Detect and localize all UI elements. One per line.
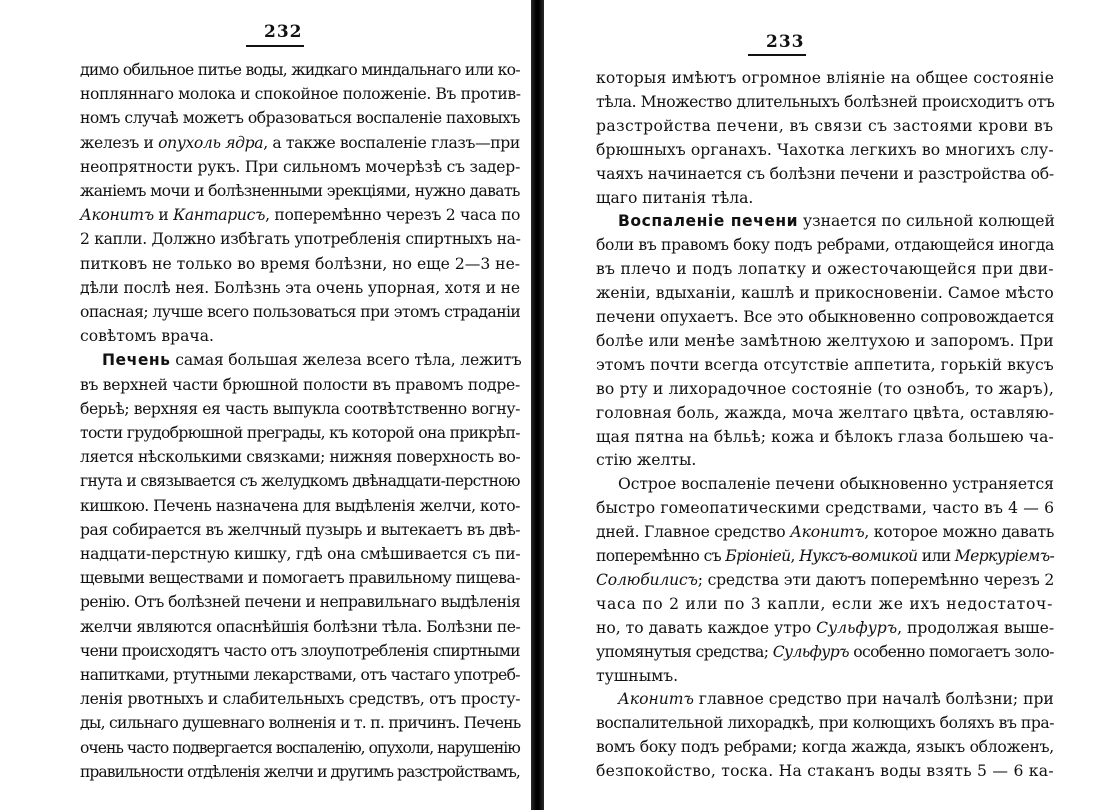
italic-term: опухоль ядра bbox=[158, 133, 264, 152]
text-line bbox=[618, 689, 1054, 709]
text-segment: ; средства эти даютъ поперемѣнно черезъ 2 bbox=[697, 570, 1055, 589]
text-line bbox=[80, 205, 520, 225]
text-line: рая собирается въ желчный пузырь и вытекаетъ въ двѣ- bbox=[80, 520, 521, 539]
text-line: болѣе или менѣе замѣтною желтухою и запоромъ. При bbox=[596, 331, 1054, 350]
italic-term: Сульфуръ bbox=[816, 618, 898, 637]
text-line: очень часто подвергается воспаленію, опухоли, нарушенію bbox=[80, 738, 520, 757]
text-line: гнута и связывается съ желудкомъ двѣнадцати-перстною bbox=[80, 472, 520, 491]
page-number: 232 bbox=[264, 22, 303, 42]
text-segment: , которое можно давать bbox=[864, 523, 1055, 542]
right-page bbox=[544, 0, 1100, 810]
bold-term: Печень bbox=[102, 351, 171, 370]
text-segment: , bbox=[790, 547, 800, 565]
left-page bbox=[0, 0, 532, 810]
text-line: совѣтомъ врача. bbox=[80, 327, 214, 346]
italic-term: Меркуріемъ- bbox=[954, 547, 1055, 565]
italic-term: Аконитъ bbox=[80, 206, 154, 225]
text-segment: , продолжая выше- bbox=[897, 618, 1055, 637]
text-segment: главное средство при началѣ болѣзни; при bbox=[693, 690, 1054, 709]
text-line: часа по 2 или по 3 капли, если же ихъ недостаточ- bbox=[596, 594, 1054, 613]
text-line: номъ случаѣ можетъ образоваться воспаленіе паховыхъ bbox=[80, 109, 520, 128]
text-segment: самая большая железа всего тѣла, лежитъ bbox=[170, 351, 522, 370]
text-segment: , поперемѣнно черезъ 2 часа по bbox=[265, 206, 521, 225]
text-segment: особенно помогаетъ золо- bbox=[848, 642, 1054, 661]
text-segment: или bbox=[917, 547, 955, 565]
italic-term: Аконитъ bbox=[618, 690, 694, 709]
text-line: неопрятности рукъ. При сильномъ мочерѣзѣ съ задер- bbox=[80, 157, 521, 176]
text-line: безпокойство, тоска. На стаканъ воды взять 5 — 6 ка- bbox=[596, 762, 1054, 781]
text-line: вомъ боку подъ ребрами; когда жажда, языкъ обложенъ, bbox=[596, 738, 1054, 757]
text-line: тости грудобрюшной преграды, къ которой она прикрѣп- bbox=[80, 424, 520, 442]
text-line: ленія рвотныхъ и слабительныхъ средствъ, отъ просту- bbox=[80, 690, 521, 709]
text-line bbox=[618, 211, 1055, 231]
text-line: ляется нѣсколькими связками; нижняя поверхность во- bbox=[80, 448, 521, 467]
text-line: головная боль, жажда, моча желтаго цвѣта, оставляю- bbox=[596, 403, 1055, 422]
page-number: 233 bbox=[766, 32, 805, 52]
text-segment: железъ и bbox=[80, 133, 159, 152]
text-line: разстройства печени, въ связи съ застоями крови въ bbox=[596, 116, 1054, 135]
text-line: этомъ почти всегда отсутствіе аппетита, горькій вкусъ bbox=[596, 355, 1054, 374]
italic-term: Нуксъ-вомикой bbox=[799, 547, 918, 565]
text-line: ды, сильнаго душевнаго волненія и т. п. причинъ. Печень bbox=[80, 714, 521, 733]
text-line: чени происходятъ часто отъ злоупотребленія спиртными bbox=[80, 641, 520, 660]
text-line: нопляннаго молока и спокойное положеніе. Въ против- bbox=[80, 85, 521, 104]
page-number-rule bbox=[748, 54, 806, 56]
text-line: щая пятна на бѣльѣ; кожа и бѣлокъ глаза большею ча- bbox=[596, 427, 1054, 446]
text-line: стію желты. bbox=[596, 451, 697, 470]
text-line: дѣли послѣ нея. Болѣзнь эта очень упорная, хотя и не bbox=[80, 278, 520, 297]
page-number-rule bbox=[246, 45, 304, 47]
italic-term: Кантарисъ bbox=[173, 206, 266, 225]
text-line bbox=[596, 618, 1054, 638]
text-line: димо обильное питье воды, жидкаго миндальнаго или ко- bbox=[80, 61, 520, 79]
text-line: воспалительной лихорадкѣ, при колющихъ боляхъ въ пра- bbox=[596, 714, 1055, 733]
text-line: тушнымъ. bbox=[596, 666, 679, 685]
text-segment: поперемѣнно съ bbox=[596, 547, 726, 565]
italic-term: Бріоніей bbox=[725, 547, 791, 565]
text-line bbox=[80, 133, 520, 153]
text-line bbox=[596, 546, 1054, 566]
text-line: кишкою. Печень назначена для выдѣленія желчи, кото- bbox=[80, 496, 520, 515]
text-line: боли въ правомъ боку подъ ребрами, отдающейся иногда bbox=[596, 236, 1054, 255]
text-line: правильности отдѣленія желчи и другимъ разстройствамъ, bbox=[80, 762, 520, 781]
text-line bbox=[596, 570, 1054, 590]
text-segment: узнается по сильной колющей bbox=[798, 212, 1055, 231]
text-segment: дней. Главное средство bbox=[596, 523, 791, 542]
bold-term: Воспаленіе печени bbox=[618, 212, 799, 231]
text-line: въ плечо и подъ лопатку и ожесточающейся при дви- bbox=[596, 260, 1054, 279]
text-line: печени опухаетъ. Все это обыкновенно сопровождается bbox=[596, 308, 1055, 326]
text-line: щевыми веществами и помогаетъ правильному пищева- bbox=[80, 569, 521, 588]
book-gutter bbox=[531, 0, 544, 810]
text-line: 2 капли. Должно избѣгать употребленія спиртныхъ на- bbox=[80, 230, 521, 249]
text-line: брюшныхъ органахъ. Чахотка легкихъ во многихъ слу- bbox=[596, 140, 1054, 159]
text-line: женіи, вдыханіи, кашлѣ и прикосновеніи. Самое мѣсто bbox=[596, 284, 1054, 303]
text-line bbox=[596, 642, 1054, 662]
text-segment: , а также воспаленіе глазъ—при bbox=[263, 133, 520, 152]
text-line: питковъ не только во время болѣзни, но еще 2—3 не- bbox=[80, 254, 521, 273]
text-segment: и bbox=[153, 206, 174, 225]
text-line bbox=[102, 350, 521, 370]
text-line: тѣла. Множество длительныхъ болѣзней происходитъ отъ bbox=[596, 92, 1055, 111]
text-line: которыя имѣютъ огромное вліяніе на общее состояніе bbox=[596, 69, 1055, 87]
text-line: чаяхъ начинается съ болѣзни печени и разстройства об- bbox=[596, 164, 1054, 183]
text-line: щаго питанія тѣла. bbox=[596, 188, 754, 207]
text-segment: упомянутыя средства; bbox=[596, 642, 773, 661]
text-line: ренію. Отъ болѣзней печени и неправильнаго выдѣленія bbox=[80, 593, 521, 612]
text-line bbox=[596, 522, 1054, 542]
italic-term: Аконитъ bbox=[790, 523, 865, 542]
text-line: берьѣ; верхняя ея часть выпукла соотвѣтственно вогну- bbox=[80, 399, 520, 418]
text-line: Острое воспаленіе печени обыкновенно устраняется bbox=[618, 475, 1054, 494]
text-line: жаніемъ мочи и болѣзненными эрекціями, нужно давать bbox=[80, 182, 520, 200]
text-segment: но, то давать каждое утро bbox=[596, 618, 817, 637]
italic-term: Сульфуръ bbox=[772, 642, 849, 661]
text-line: напитками, ртутными лекарствами, отъ частаго употреб- bbox=[80, 666, 520, 684]
text-line: надцати-перстную кишку, гдѣ она смѣшивается съ пи- bbox=[80, 545, 521, 563]
text-line: опасная; лучше всего пользоваться при этомъ страданіи bbox=[80, 303, 521, 321]
text-line: быстро гомеопатическими средствами, часто въ 4 — 6 bbox=[596, 499, 1055, 518]
text-line: въ верхней части брюшной полости въ правомъ подре- bbox=[80, 375, 520, 394]
italic-term: Солюбилисъ bbox=[596, 570, 698, 589]
text-line: желчи являются опаснѣйшія болѣзни тѣла. Болѣзни пе- bbox=[80, 617, 521, 636]
text-line: во рту и лихорадочное состояніе (то ознобъ, то жаръ), bbox=[596, 379, 1054, 398]
